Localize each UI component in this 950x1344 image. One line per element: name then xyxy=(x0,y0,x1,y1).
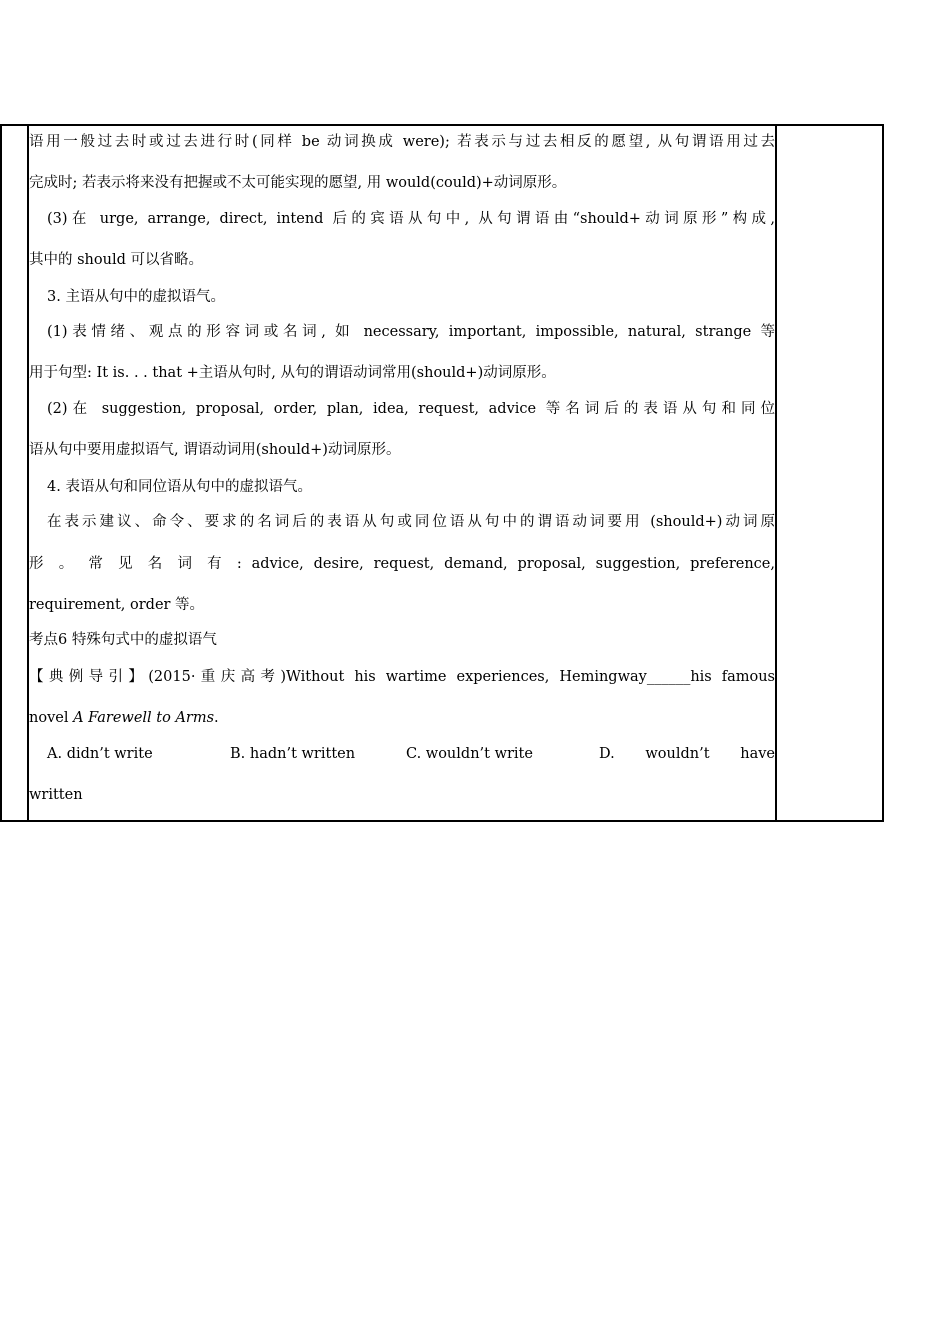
text-line: 用于句型: It is. . . that +主语从句时, 从句的谓语动词常用(should+)动词原形。 xyxy=(29,365,556,381)
right-column-divider xyxy=(775,126,777,820)
topic-heading: 考点6 特殊句式中的虚拟语气 xyxy=(29,632,217,648)
text-line: 语用一般过去时或过去进行时(同样 be 动词换成 were); 若表示与过去相反的愿望, 从句谓语用过去 xyxy=(29,134,775,150)
text-line: 其中的 should 可以省略。 xyxy=(29,252,203,268)
text-line: 完成时; 若表示将来没有把握或不太可能实现的愿望, 用 would(could)+动词原形。 xyxy=(29,175,567,191)
text-line: 在表示建议、命令、要求的名词后的表语从句或同位语从句中的谓语动词要用 (should+)动词原 xyxy=(47,514,775,530)
text-line: 语从句中要用虚拟语气, 谓语动词用(should+)动词原形。 xyxy=(29,442,401,458)
text-line: 形 。 常 见 名 词 有 : advice, desire, request, demand, proposal, suggestion, preference, xyxy=(29,556,775,572)
left-column xyxy=(2,126,29,820)
novel-suffix: . xyxy=(214,710,219,726)
text-line: requirement, order 等。 xyxy=(29,597,205,613)
option-b: B. hadn’t written xyxy=(230,746,356,762)
option-c: C. wouldn’t write xyxy=(406,746,533,762)
example-question: 【典例导引】(2015·重庆高考)Without his wartime experiences, Hemingway______his famous xyxy=(29,669,775,685)
novel-line xyxy=(29,708,219,728)
section-heading-4: 4. 表语从句和同位语从句中的虚拟语气。 xyxy=(47,479,312,495)
option-a: A. didn’t write xyxy=(47,746,153,762)
text-line: (2)在 suggestion, proposal, order, plan, idea, request, advice 等名词后的表语从句和同位 xyxy=(47,401,775,417)
section-heading-3: 3. 主语从句中的虚拟语气。 xyxy=(47,289,225,305)
option-d: D. wouldn’t have xyxy=(599,746,775,762)
text-line: (1)表情绪、观点的形容词或名词, 如 necessary, important, impossible, natural, strange 等 xyxy=(47,324,775,340)
text-line: (3)在 urge, arrange, direct, intend 后的宾语从句中, 从句谓语由“should+动词原形”构成, xyxy=(47,211,775,227)
novel-title: A Farewell to Arms xyxy=(73,710,215,726)
content-table xyxy=(0,124,884,822)
option-d-continued: written xyxy=(29,787,83,803)
novel-prefix: novel xyxy=(29,710,74,726)
